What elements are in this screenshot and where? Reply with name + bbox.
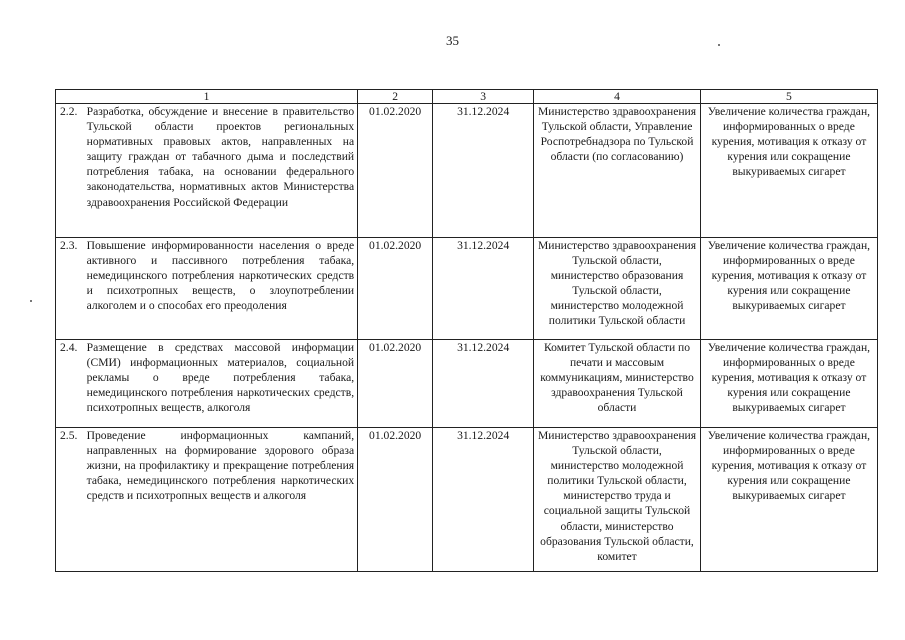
expected-result: Увеличение количества граждан, информированных о вреде курения, мотивация к отказу от курения или сокращение выкуриваемых сигарет (700, 340, 877, 428)
start-date: 01.02.2020 (358, 238, 433, 340)
item-number: 2.5. (56, 428, 84, 572)
executor: Комитет Тульской области по печати и массовым коммуникациям, министерство здравоохранения Тульской области (534, 340, 701, 428)
measure-description: Повышение информированности населения о вреде активного и пассивного потребления табака, немедицинского потребления наркотических средств и психотропных веществ, о злоупотреблении алкоголем и о способах его преодоления (84, 238, 358, 340)
scan-speck (30, 300, 32, 302)
measure-description: Проведение информационных кампаний, направленных на формирование здорового образа жизни, на профилактику и прекращение потребления табака, немедицинского потребления наркотических средств и психотропных веществ и алкоголя (84, 428, 358, 572)
column-header: 3 (433, 90, 534, 104)
measure-description: Разработка, обсуждение и внесение в правительство Тульской области проектов региональных нормативных правовых актов, направленных на защиту граждан от табачного дыма и последствий потребления табака, на основании федерального законодательства, нормативных актов Министерства здравоохранения Российской Федерации (84, 104, 358, 238)
item-number: 2.2. (56, 104, 84, 238)
executor: Министерство здравоохранения Тульской области, министерство молодежной политики Тульской области, министерство труда и социальной защиты Тульской области, министерство образования Тульской области, комитет (534, 428, 701, 572)
column-header: 4 (534, 90, 701, 104)
start-date: 01.02.2020 (358, 428, 433, 572)
start-date: 01.02.2020 (358, 340, 433, 428)
measures-table (55, 89, 878, 572)
table-row (56, 104, 878, 238)
table-row (56, 428, 878, 572)
expected-result: Увеличение количества граждан, информированных о вреде курения, мотивация к отказу от курения или сокращение выкуриваемых сигарет (700, 428, 877, 572)
table-row (56, 238, 878, 340)
end-date: 31.12.2024 (433, 238, 534, 340)
expected-result: Увеличение количества граждан, информированных о вреде курения, мотивация к отказу от курения или сокращение выкуриваемых сигарет (700, 238, 877, 340)
table-row (56, 340, 878, 428)
page-number: 35 (446, 33, 459, 48)
item-number: 2.3. (56, 238, 84, 340)
column-header: 2 (358, 90, 433, 104)
measure-description: Размещение в средствах массовой информации (СМИ) информационных материалов, социальной рекламы о вреде потребления табака, немедицинского потребления наркотических средств, психотропных веществ, алкоголя (84, 340, 358, 428)
expected-result: Увеличение количества граждан, информированных о вреде курения, мотивация к отказу от курения или сокращение выкуриваемых сигарет (700, 104, 877, 238)
item-number: 2.4. (56, 340, 84, 428)
column-header: 5 (700, 90, 877, 104)
start-date: 01.02.2020 (358, 104, 433, 238)
executor: Министерство здравоохранения Тульской области, министерство образования Тульской области, министерство молодежной политики Тульской области (534, 238, 701, 340)
executor: Министерство здравоохранения Тульской области, Управление Роспотребнадзора по Тульской области (по согласованию) (534, 104, 701, 238)
column-header: 1 (56, 90, 358, 104)
scan-speck (718, 44, 720, 46)
header-row (56, 90, 878, 104)
end-date: 31.12.2024 (433, 340, 534, 428)
end-date: 31.12.2024 (433, 428, 534, 572)
end-date: 31.12.2024 (433, 104, 534, 238)
